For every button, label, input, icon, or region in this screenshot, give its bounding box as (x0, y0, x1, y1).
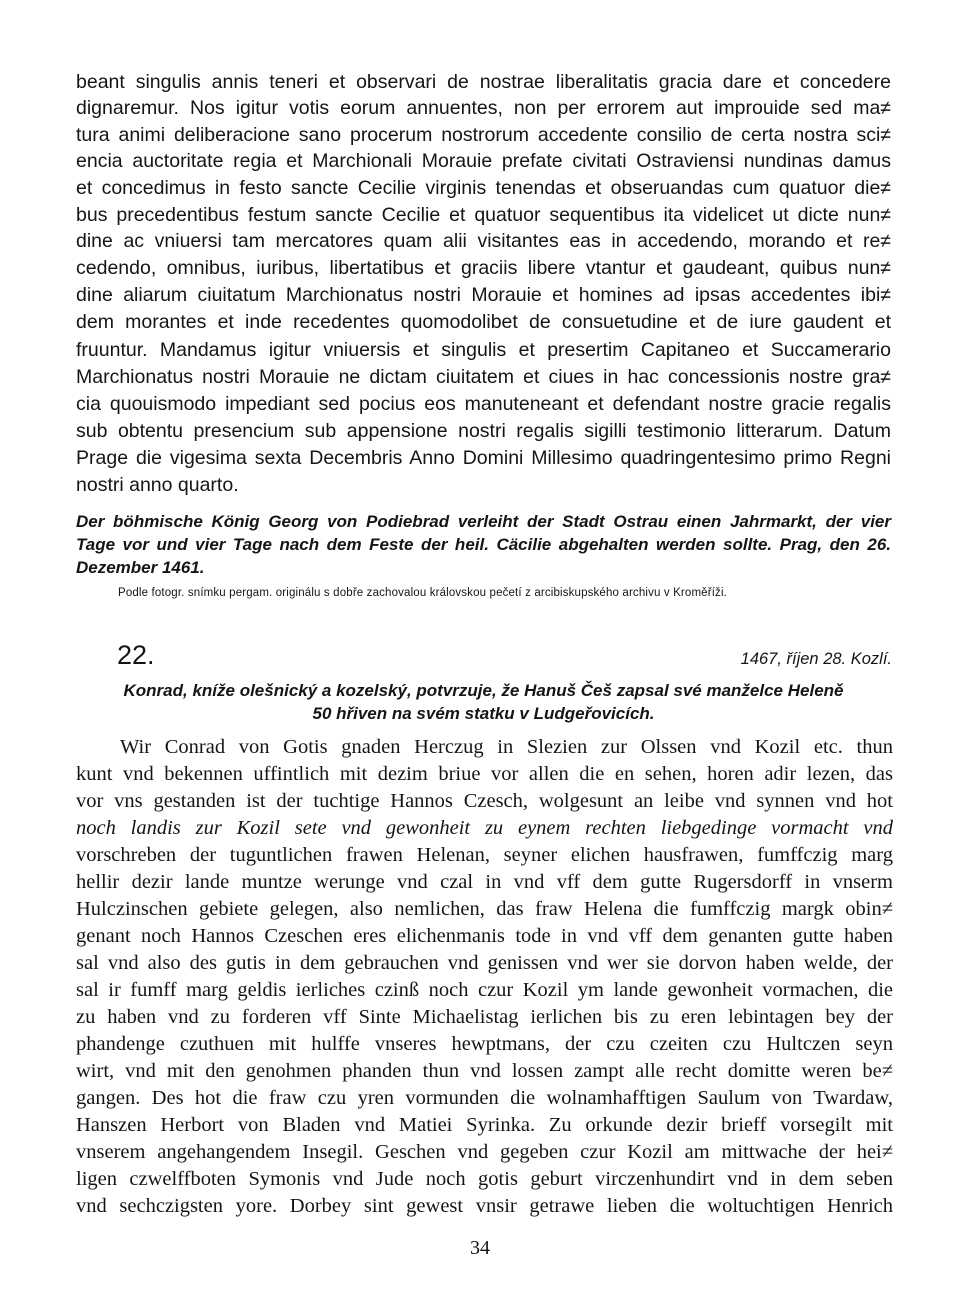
source-note: Podle fotogr. snímku pergam. originálu s dobře zachovalou královskou pečetí z arcibiskupského archivu v Kroměříži. (118, 587, 728, 599)
charter-line: vorschreben der tuguntlichen frawen Helenan, seyner elichen hausfrawen, fumffczig marg (76, 844, 893, 866)
latin-line: cia quouismodo impediant sed pocius eos manuteneant et defendant nostre gracie regalis (76, 393, 891, 415)
charter-line: ligen czwelffboten Symonis vnd Jude noch gotis geburt virczenhundirt vnd in dem seben (76, 1168, 893, 1190)
latin-line: fruuntur. Mandamus igitur vniuersis et singulis et presertim Capitaneo et Succamerario (76, 339, 891, 361)
summary-line: Tage vor und vier Tage nach dem Feste der heil. Cäcilie abgehalten werden sollte. Prag, den 26. (76, 535, 891, 554)
page-number: 34 (470, 1237, 490, 1259)
charter-line: noch landis zur Kozil sete vnd gewonheit zu eynem rechten liebgedinge vormacht vnd (76, 817, 893, 839)
charter-line: vnserem angehangendem Insegil. Geschen vnd gegeben czur Kozil am mittwache der hei≠ (76, 1141, 893, 1163)
latin-line: tura animi deliberacione sano procerum nostrorum accedente consilio de certa nostra sci≠ (76, 124, 891, 146)
latin-line: bus precedentibus festum sancte Cecilie et quatuor sequentibus ita videlicet ut dicte nun≠ (76, 204, 891, 226)
latin-line: beant singulis annis teneri et observari de nostrae liberalitatis gracia dare et concedere (76, 71, 891, 93)
charter-line: sal ir fumff marg geldis ierliches czinß noch czur Kozil ym lande gewonheit vormachen, die (76, 979, 893, 1001)
charter-line: zu haben vnd zu forderen vff Sinte Michaelistag ierlichen bis zu eren lebintagen bey der (76, 1006, 893, 1028)
latin-line: Prage die vigesima sexta Decembris Anno Domini Millesimo quadringentesimo primo Regni (76, 447, 891, 469)
latin-line: dine ac vniuersi tam mercatores quam alii visitantes eas in accedendo, morando et re≠ (76, 230, 891, 252)
charter-line: gangen. Des hot die fraw czu yren vormunden die wolnamhafftigen Saulum von Twardaw, (76, 1087, 893, 1109)
charter-line: vnd sechczigsten yore. Dorbey sint gewest vnsir getrawe lieben die woltuchtigen Henrich (76, 1195, 893, 1217)
latin-line: dem morantes et inde recedentes quomodolibet de consuetudine et de iure gaudent et (76, 311, 891, 333)
charter-line: kunt vnd bekennen uffintlich mit dezim briue vor allen die en sehen, horen adir lezen, das (76, 763, 893, 785)
summary-line: Der böhmische König Georg von Podiebrad verleiht der Stadt Ostrau einen Jahrmarkt, der vier (76, 512, 891, 531)
latin-line: et concedimus in festo sancte Cecilie virginis tenendas et obseruandas cum quatuor die≠ (76, 177, 891, 199)
charter-line: genant noch Hannos Czeschen eres elichenmanis tode in vnd vff dem genanten gutte haben (76, 925, 893, 947)
document-date-place: 1467, říjen 28. Kozlí. (740, 650, 892, 668)
latin-line: dignaremur. Nos igitur votis eorum annuentes, non per errorem aut improuide sed ma≠ (76, 97, 891, 119)
charter-line: Hulczinschen gebiete gelegen, also nemlichen, das fraw Helena die fumffczig margk obin≠ (76, 898, 893, 920)
charter-line: hellir dezir lande muntze werunge vnd czal in vnd vff dem gutte Rugersdorff in vnserm (76, 871, 893, 893)
latin-line: sub obtentu presencium sub appensione nostri regalis sigilli testimonio litterarum. Datum (76, 420, 891, 442)
charter-line: phandenge czuthuen mit hulffe vnseres hewptmans, der czu czeiten czu Hultczen seyn (76, 1033, 893, 1055)
charter-line: Wir Conrad von Gotis gnaden Herczug in Slezien zur Olssen vnd Kozil etc. thun (120, 736, 893, 758)
document-number: 22. (117, 640, 155, 670)
charter-line: vor vns gestanden ist der tuchtige Hannos Czesch, wolgesunt an leibe vnd synnen vnd hot (76, 790, 893, 812)
charter-line: Hanszen Herbort von Bladen vnd Matiei Syrinka. Zu orkunde dezir brieff vorsegilt mit (76, 1114, 893, 1136)
regest-line: Konrad, kníže olešnický a kozelský, potvrzuje, že Hanuš Češ zapsal své manželce Heleně (123, 681, 844, 700)
latin-line: cedendo, omnibus, iuribus, libertatibus et graciis libere vtantur et gaudeant, quibus nun≠ (76, 257, 891, 279)
summary-line-last: Dezember 1461. (76, 558, 205, 577)
latin-line: encia auctoritate regia et Marchionali Morauie prefate civitati Ostraviensi nundinas damus (76, 150, 891, 172)
charter-line: wirt, vnd mit den genohmen phanden thun vnd lossen zampt alle recht domitte weren be≠ (76, 1060, 893, 1082)
latin-line: dine aliarum ciuitatum Marchionatus nostri Morauie et homines ad ipsas accedentes ibi≠ (76, 284, 891, 306)
charter-line: sal vnd also des gutis in dem gebrauchen vnd genissen vnd wer sie dorvon haben welde, der (76, 952, 893, 974)
regest-line: 50 hřiven na svém statku v Ludgeřovicích. (312, 704, 655, 723)
latin-line: Marchionatus nostri Morauie ne dictam ciuitatem et ciues in hac concessionis nostre gra≠ (76, 366, 891, 388)
latin-line-last: nostri anno quarto. (76, 474, 239, 496)
